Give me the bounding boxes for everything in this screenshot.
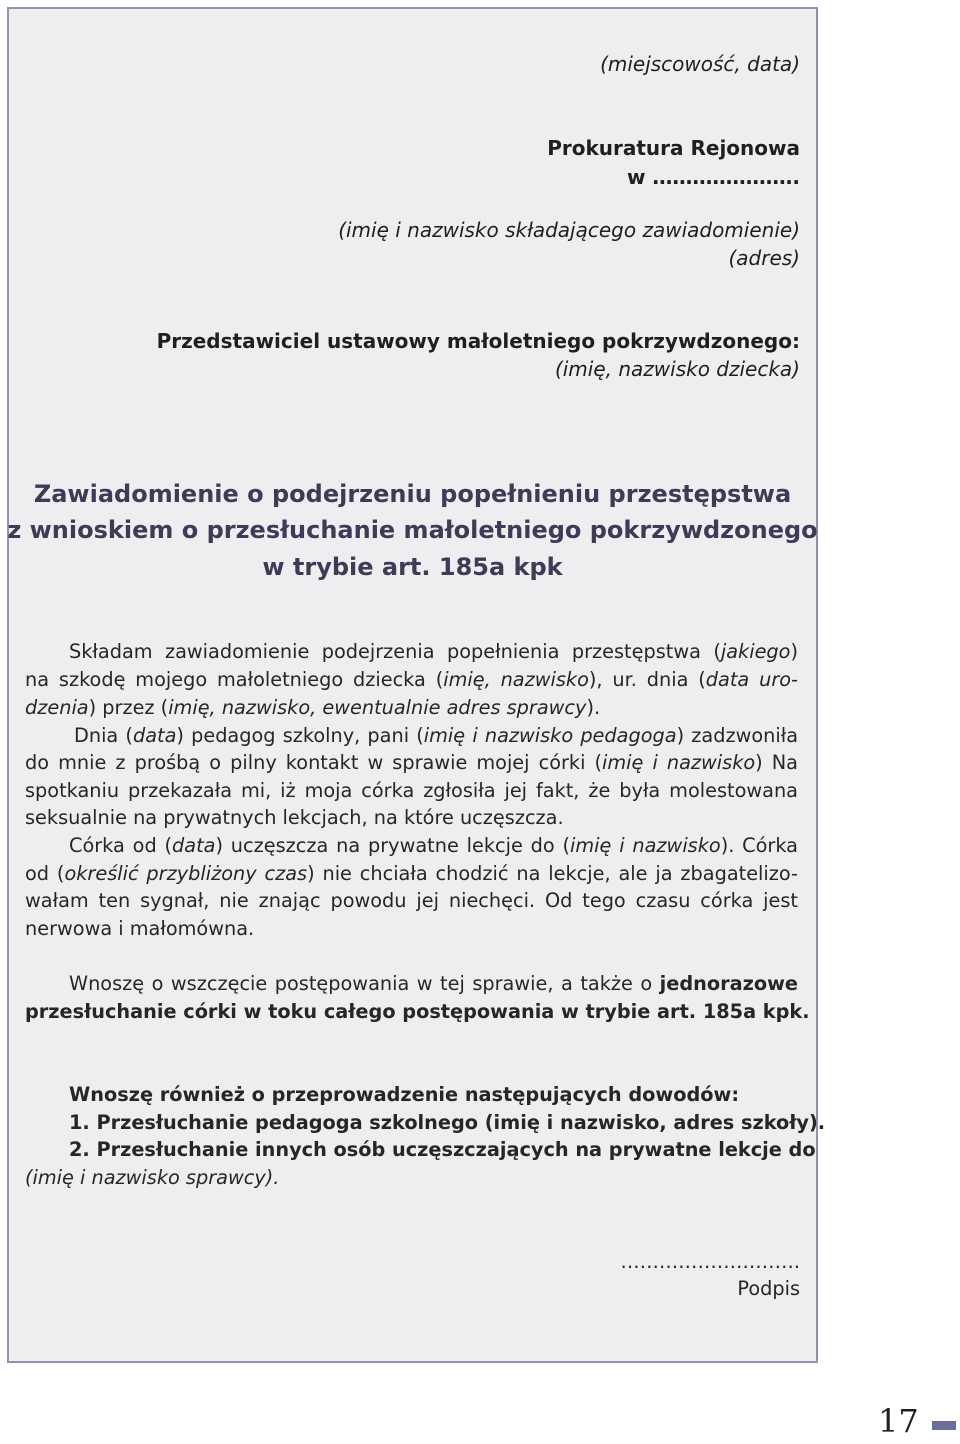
submitter-name: (imię i nazwisko składającego zawiadomienie) (338, 218, 800, 242)
body-line: seksualnie na prywatnych lekcjach, na które uczęszcza. (25, 806, 564, 829)
signature-label: Podpis (737, 1277, 800, 1300)
place-date: (miejscowość, data) (600, 52, 800, 76)
body-line: spotkaniu przekazała mi, iż moja córka zgłosiła jej fakt, że była molestowana (25, 779, 798, 802)
document-title-line-3: w trybie art. 185a kpk (262, 553, 563, 581)
body-line: wałam ten sygnał, nie znając powodu jej niechęci. Od tego czasu córka jest (25, 889, 798, 912)
page-marker-bar (932, 1421, 956, 1430)
page-number: 17 (878, 1402, 919, 1440)
evidence-item-2-continued: (imię i nazwisko sprawcy). (25, 1166, 280, 1189)
body-line: przesłuchanie córki w toku całego postępowania w trybie art. 185a kpk. (25, 1000, 810, 1023)
child-name: (imię, nazwisko dziecka) (554, 357, 800, 381)
prosecutor-office: Prokuratura Rejonowa (547, 136, 800, 160)
body-line: nerwowa i małomówna. (25, 917, 255, 940)
submitter-address: (adres) (728, 246, 800, 270)
body-line: Wnoszę o wszczęcie postępowania w tej sprawie, a także o jednorazowe (69, 972, 798, 995)
document-title-line-2: z wnioskiem o przesłuchanie małoletniego pokrzywdzonego (7, 516, 818, 544)
body-line: od (określić przybliżony czas) nie chciała chodzić na lekcje, ale ja zbagatelizo- (25, 862, 799, 885)
body-line: do mnie z prośbą o pilny kontakt w sprawie mojej córki (imię i nazwisko) Na (25, 751, 798, 774)
body-line: Składam zawiadomienie podejrzenia popełnienia przestępstwa (jakiego) (69, 640, 798, 663)
body-line: Córka od (data) uczęszcza na prywatne lekcje do (imię i nazwisko). Córka (69, 834, 798, 857)
evidence-item-2: 2. Przesłuchanie innych osób uczęszczających na prywatne lekcje do (69, 1138, 816, 1161)
body-line: Dnia (data) pedagog szkolny, pani (imię i nazwisko pedagoga) zadzwoniła (74, 724, 799, 747)
prosecutor-city: w …………………. (626, 165, 800, 189)
signature-line: ………………………. (620, 1250, 800, 1273)
evidence-heading: Wnoszę również o przeprowadzenie następujących dowodów: (69, 1083, 740, 1106)
body-line: dzenia) przez (imię, nazwisko, ewentualnie adres sprawcy). (25, 696, 601, 719)
body-line: na szkodę mojego małoletniego dziecka (imię, nazwisko), ur. dnia (data uro- (25, 668, 798, 691)
document-title-line-1: Zawiadomienie o podejrzeniu popełnieniu przestępstwa (33, 480, 792, 508)
evidence-item-1: 1. Przesłuchanie pedagoga szkolnego (imię i nazwisko, adres szkoły). (69, 1111, 826, 1134)
representative-label: Przedstawiciel ustawowy małoletniego pokrzywdzonego: (156, 329, 800, 353)
